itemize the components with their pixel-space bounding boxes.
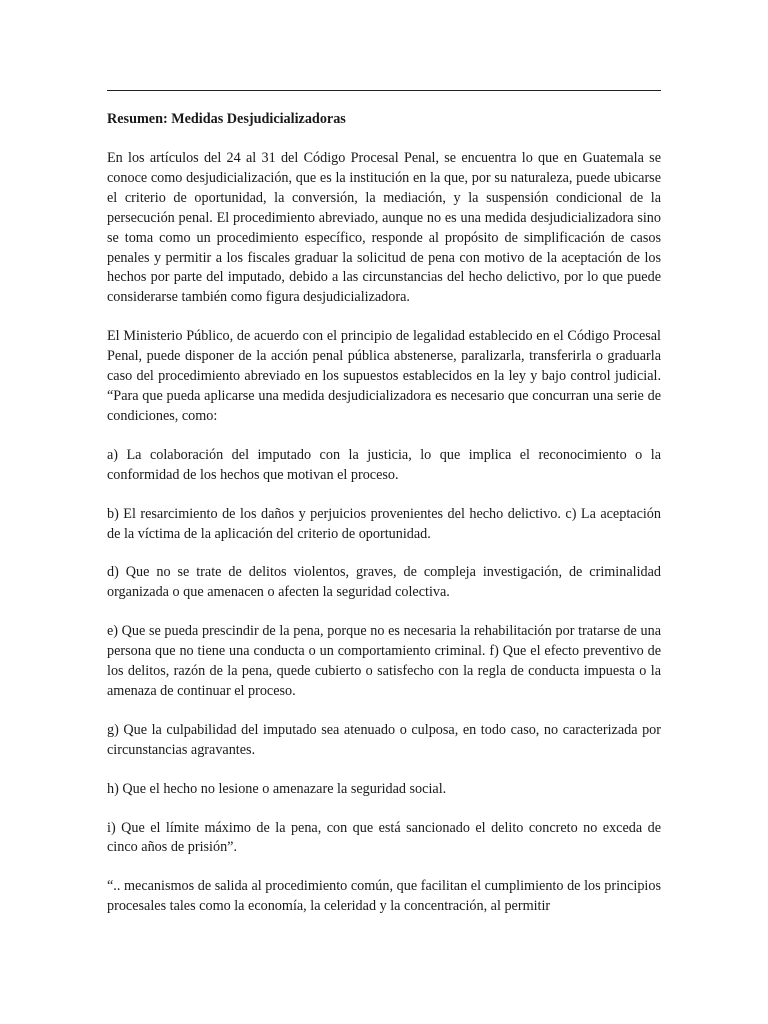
paragraph-condition-i: i) Que el límite máximo de la pena, con que está sancionado el delito concreto no exceda de cinco años de prisión”. [107,819,661,856]
paragraph-intro: En los artículos del 24 al 31 del Código Procesal Penal, se encuentra lo que en Guatemala se conoce como desjudicialización, que es la institución en la que, por su naturaleza, puede ubicarse el criterio de oportunidad, la conversión, la mediación, y la suspensión condicional de la persecución penal. El procedimiento abreviado, aunque no es una medida desjudicializadora sino se toma como un procedimiento específico, responde al propósito de simplificación de casos penales y permitir a los fiscales graduar la solicitud de pena con motivo de la aceptación de los hechos por parte del imputado, debido a las circunstancias del hecho delictivo, por lo que puede considerarse también como figura desjudicializadora. [107,150,661,306]
paragraph-condition-a: a) La colaboración del imputado con la justicia, lo que implica el reconocimiento o la conformidad de los hechos que motivan el proceso. [107,446,661,483]
document-title: Resumen: Medidas Desjudicializadoras [107,111,346,127]
document-page [107,0,661,1024]
paragraph-mecanismos-quote: “.. mecanismos de salida al procedimiento común, que facilitan el cumplimiento de los principios procesales tales como la economía, la celeridad y la concentración, al permitir [107,878,661,915]
paragraph-condition-e-f: e) Que se pueda prescindir de la pena, porque no es necesaria la rehabilitación por tratarse de una persona que no tiene una conducta o un comportamiento criminal. f) Que el efecto preventivo de los delitos, razón de la pena, quede cubierto o satisfecho con la regla de conducta impuesta o la amenaza de continuar el proceso. [107,623,661,699]
document-body [107,149,661,936]
paragraph-condition-b-c: b) El resarcimiento de los daños y perjuicios provenientes del hecho delictivo. c) La aceptación de la víctima de la aplicación del criterio de oportunidad. [107,505,661,542]
paragraph-condition-h: h) Que el hecho no lesione o amenazare la seguridad social. [107,780,447,797]
paragraph-condition-g: g) Que la culpabilidad del imputado sea atenuado o culposa, en todo caso, no caracterizada por circunstancias agravantes. [107,721,661,758]
header-rule [107,90,661,91]
paragraph-ministerio-publico: El Ministerio Público, de acuerdo con el principio de legalidad establecido en el Código Procesal Penal, puede disponer de la acción penal pública abstenerse, paralizarla, transferirla o graduarla caso del procedimiento abreviado en los supuestos establecidos en la ley y bajo control judicial. “Para que pueda aplicarse una medida desjudicializadora es necesario que concurran una serie de condiciones, como: [107,328,661,424]
paragraph-condition-d: d) Que no se trate de delitos violentos, graves, de compleja investigación, de criminalidad organizada o que amenacen o afecten la seguridad colectiva. [107,564,661,601]
